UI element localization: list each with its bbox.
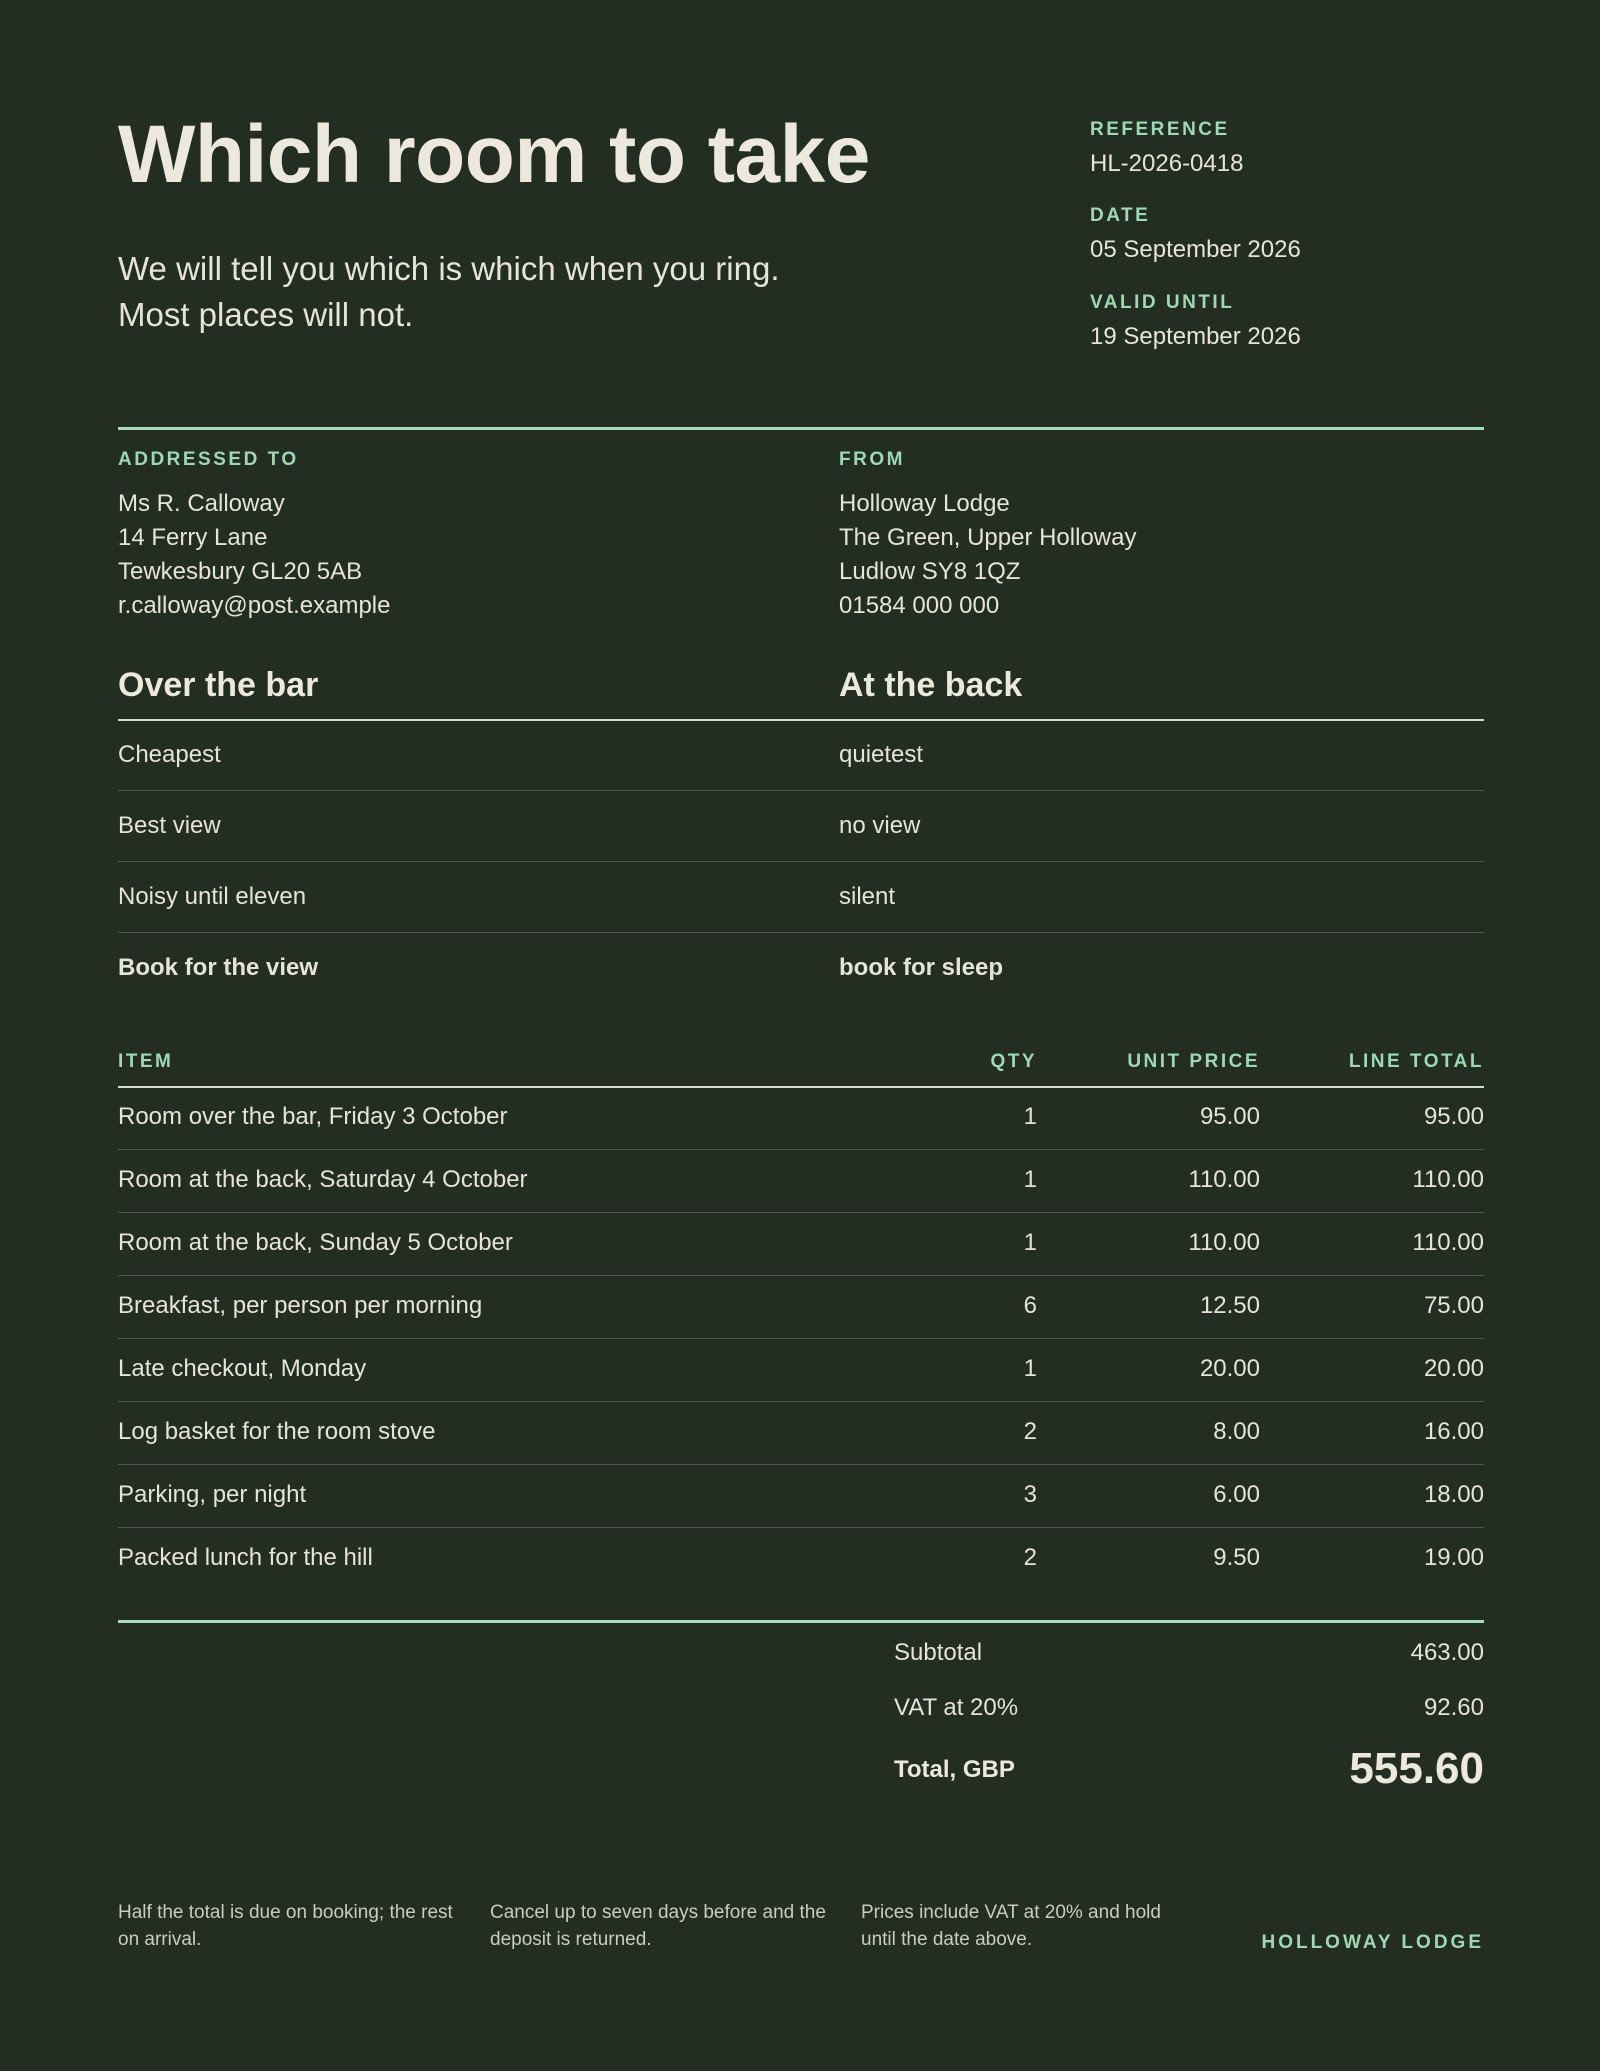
vat-label: VAT at 20% (894, 1694, 1019, 1721)
from-block (839, 487, 1136, 623)
subtotal-label: Subtotal (894, 1639, 983, 1666)
item-qty: 1 (1023, 1103, 1037, 1130)
th-line-total: LINE TOTAL (1348, 1051, 1484, 1072)
from-phone: 01584 000 000 (839, 592, 1000, 619)
totals-divider (118, 1620, 1484, 1623)
item-qty: 1 (1023, 1166, 1037, 1193)
comparison-left-1: Cheapest (118, 741, 221, 768)
table-row (0, 1339, 1600, 1401)
item-description: Packed lunch for the hill (118, 1544, 373, 1571)
item-description: Room at the back, Sunday 5 October (118, 1229, 513, 1256)
comparison-heading-left: Over the bar (118, 666, 319, 704)
comparison-left-verdict: Book for the view (118, 954, 319, 981)
item-line-total: 95.00 (1423, 1103, 1484, 1130)
table-row (0, 1150, 1600, 1212)
item-description: Log basket for the room stove (118, 1418, 436, 1445)
item-description: Room over the bar, Friday 3 October (118, 1103, 508, 1130)
th-qty: QTY (990, 1051, 1037, 1072)
valid-until-value: 19 September 2026 (1090, 323, 1301, 350)
page-title: Which room to take (118, 109, 870, 200)
item-qty: 1 (1023, 1229, 1037, 1256)
item-line-total: 75.00 (1423, 1292, 1484, 1319)
comparison-left-2: Best view (118, 812, 221, 839)
addressed-to-email[interactable]: r.calloway@post.example (118, 592, 391, 619)
footer-brand: HOLLOWAY LODGE (1261, 1932, 1484, 1953)
item-unit-price: 110.00 (1188, 1229, 1260, 1256)
item-qty: 6 (1023, 1292, 1037, 1319)
addressed-to-block (118, 487, 390, 623)
from-street: The Green, Upper Holloway (839, 524, 1137, 551)
item-line-total: 110.00 (1412, 1229, 1484, 1256)
item-line-total: 20.00 (1423, 1355, 1484, 1382)
table-row (0, 1213, 1600, 1275)
comparison-left-3: Noisy until eleven (118, 883, 307, 910)
vat-value: 92.60 (1423, 1694, 1484, 1721)
comparison-right-verdict: book for sleep (839, 954, 1004, 981)
date-label: DATE (1090, 205, 1151, 226)
table-row (0, 1528, 1600, 1590)
total-value: 555.60 (1349, 1744, 1484, 1793)
item-unit-price: 8.00 (1213, 1418, 1260, 1445)
reference-value: HL-2026-0418 (1090, 150, 1244, 177)
item-unit-price: 110.00 (1188, 1166, 1260, 1193)
item-qty: 1 (1023, 1355, 1037, 1382)
footer-vat-note: Prices include VAT at 20% and hold until the date above. (861, 1902, 1161, 1950)
comparison-heading-right: At the back (839, 666, 1023, 704)
item-qty: 2 (1023, 1418, 1037, 1445)
item-unit-price: 6.00 (1213, 1481, 1260, 1508)
reference-label: REFERENCE (1090, 119, 1230, 140)
footer-cancellation-note: Cancel up to seven days before and the deposit is returned. (490, 1902, 826, 1950)
item-unit-price: 9.50 (1213, 1544, 1260, 1571)
th-unit-price: UNIT PRICE (1127, 1051, 1260, 1072)
item-unit-price: 95.00 (1199, 1103, 1260, 1130)
table-row (0, 1402, 1600, 1464)
date-value: 05 September 2026 (1090, 236, 1301, 263)
comparison-row-rule (118, 932, 1484, 933)
item-description: Late checkout, Monday (118, 1355, 367, 1382)
item-description: Parking, per night (118, 1481, 307, 1508)
addressed-to-name: Ms R. Calloway (118, 490, 285, 517)
subtitle-line-1: We will tell you which is which when you ring. (118, 250, 780, 287)
addressed-to-town: Tewkesbury GL20 5AB (118, 558, 363, 585)
comparison-right-3: silent (839, 883, 896, 910)
table-row (0, 1087, 1600, 1149)
addressed-to-label: ADDRESSED TO (118, 449, 299, 470)
item-qty: 3 (1023, 1481, 1037, 1508)
divider (118, 427, 1484, 430)
from-town: Ludlow SY8 1QZ (839, 558, 1021, 585)
item-line-total: 19.00 (1423, 1544, 1484, 1571)
table-row (0, 1276, 1600, 1338)
item-unit-price: 20.00 (1199, 1355, 1260, 1382)
comparison-row-rule (118, 790, 1484, 791)
comparison-header-rule (118, 719, 1484, 721)
subtitle (118, 246, 780, 338)
from-label: FROM (839, 449, 905, 470)
subtotal-value: 463.00 (1410, 1639, 1484, 1666)
valid-until-label: VALID UNTIL (1090, 292, 1235, 313)
table-row (0, 1465, 1600, 1527)
total-label: Total, GBP (894, 1756, 1015, 1783)
comparison-right-1: quietest (839, 741, 924, 768)
footer-payment-note: Half the total is due on booking; the rest on arrival. (118, 1902, 453, 1950)
item-unit-price: 12.50 (1199, 1292, 1260, 1319)
subtitle-line-2: Most places will not. (118, 296, 414, 333)
comparison-row-rule (118, 861, 1484, 862)
item-line-total: 110.00 (1412, 1166, 1484, 1193)
addressed-to-street: 14 Ferry Lane (118, 524, 268, 551)
item-description: Breakfast, per person per morning (118, 1292, 483, 1319)
item-line-total: 18.00 (1423, 1481, 1484, 1508)
th-item: ITEM (118, 1051, 174, 1072)
comparison-right-2: no view (839, 812, 921, 839)
item-qty: 2 (1023, 1544, 1037, 1571)
item-line-total: 16.00 (1423, 1418, 1484, 1445)
from-name: Holloway Lodge (839, 490, 1010, 517)
item-description: Room at the back, Saturday 4 October (118, 1166, 528, 1193)
